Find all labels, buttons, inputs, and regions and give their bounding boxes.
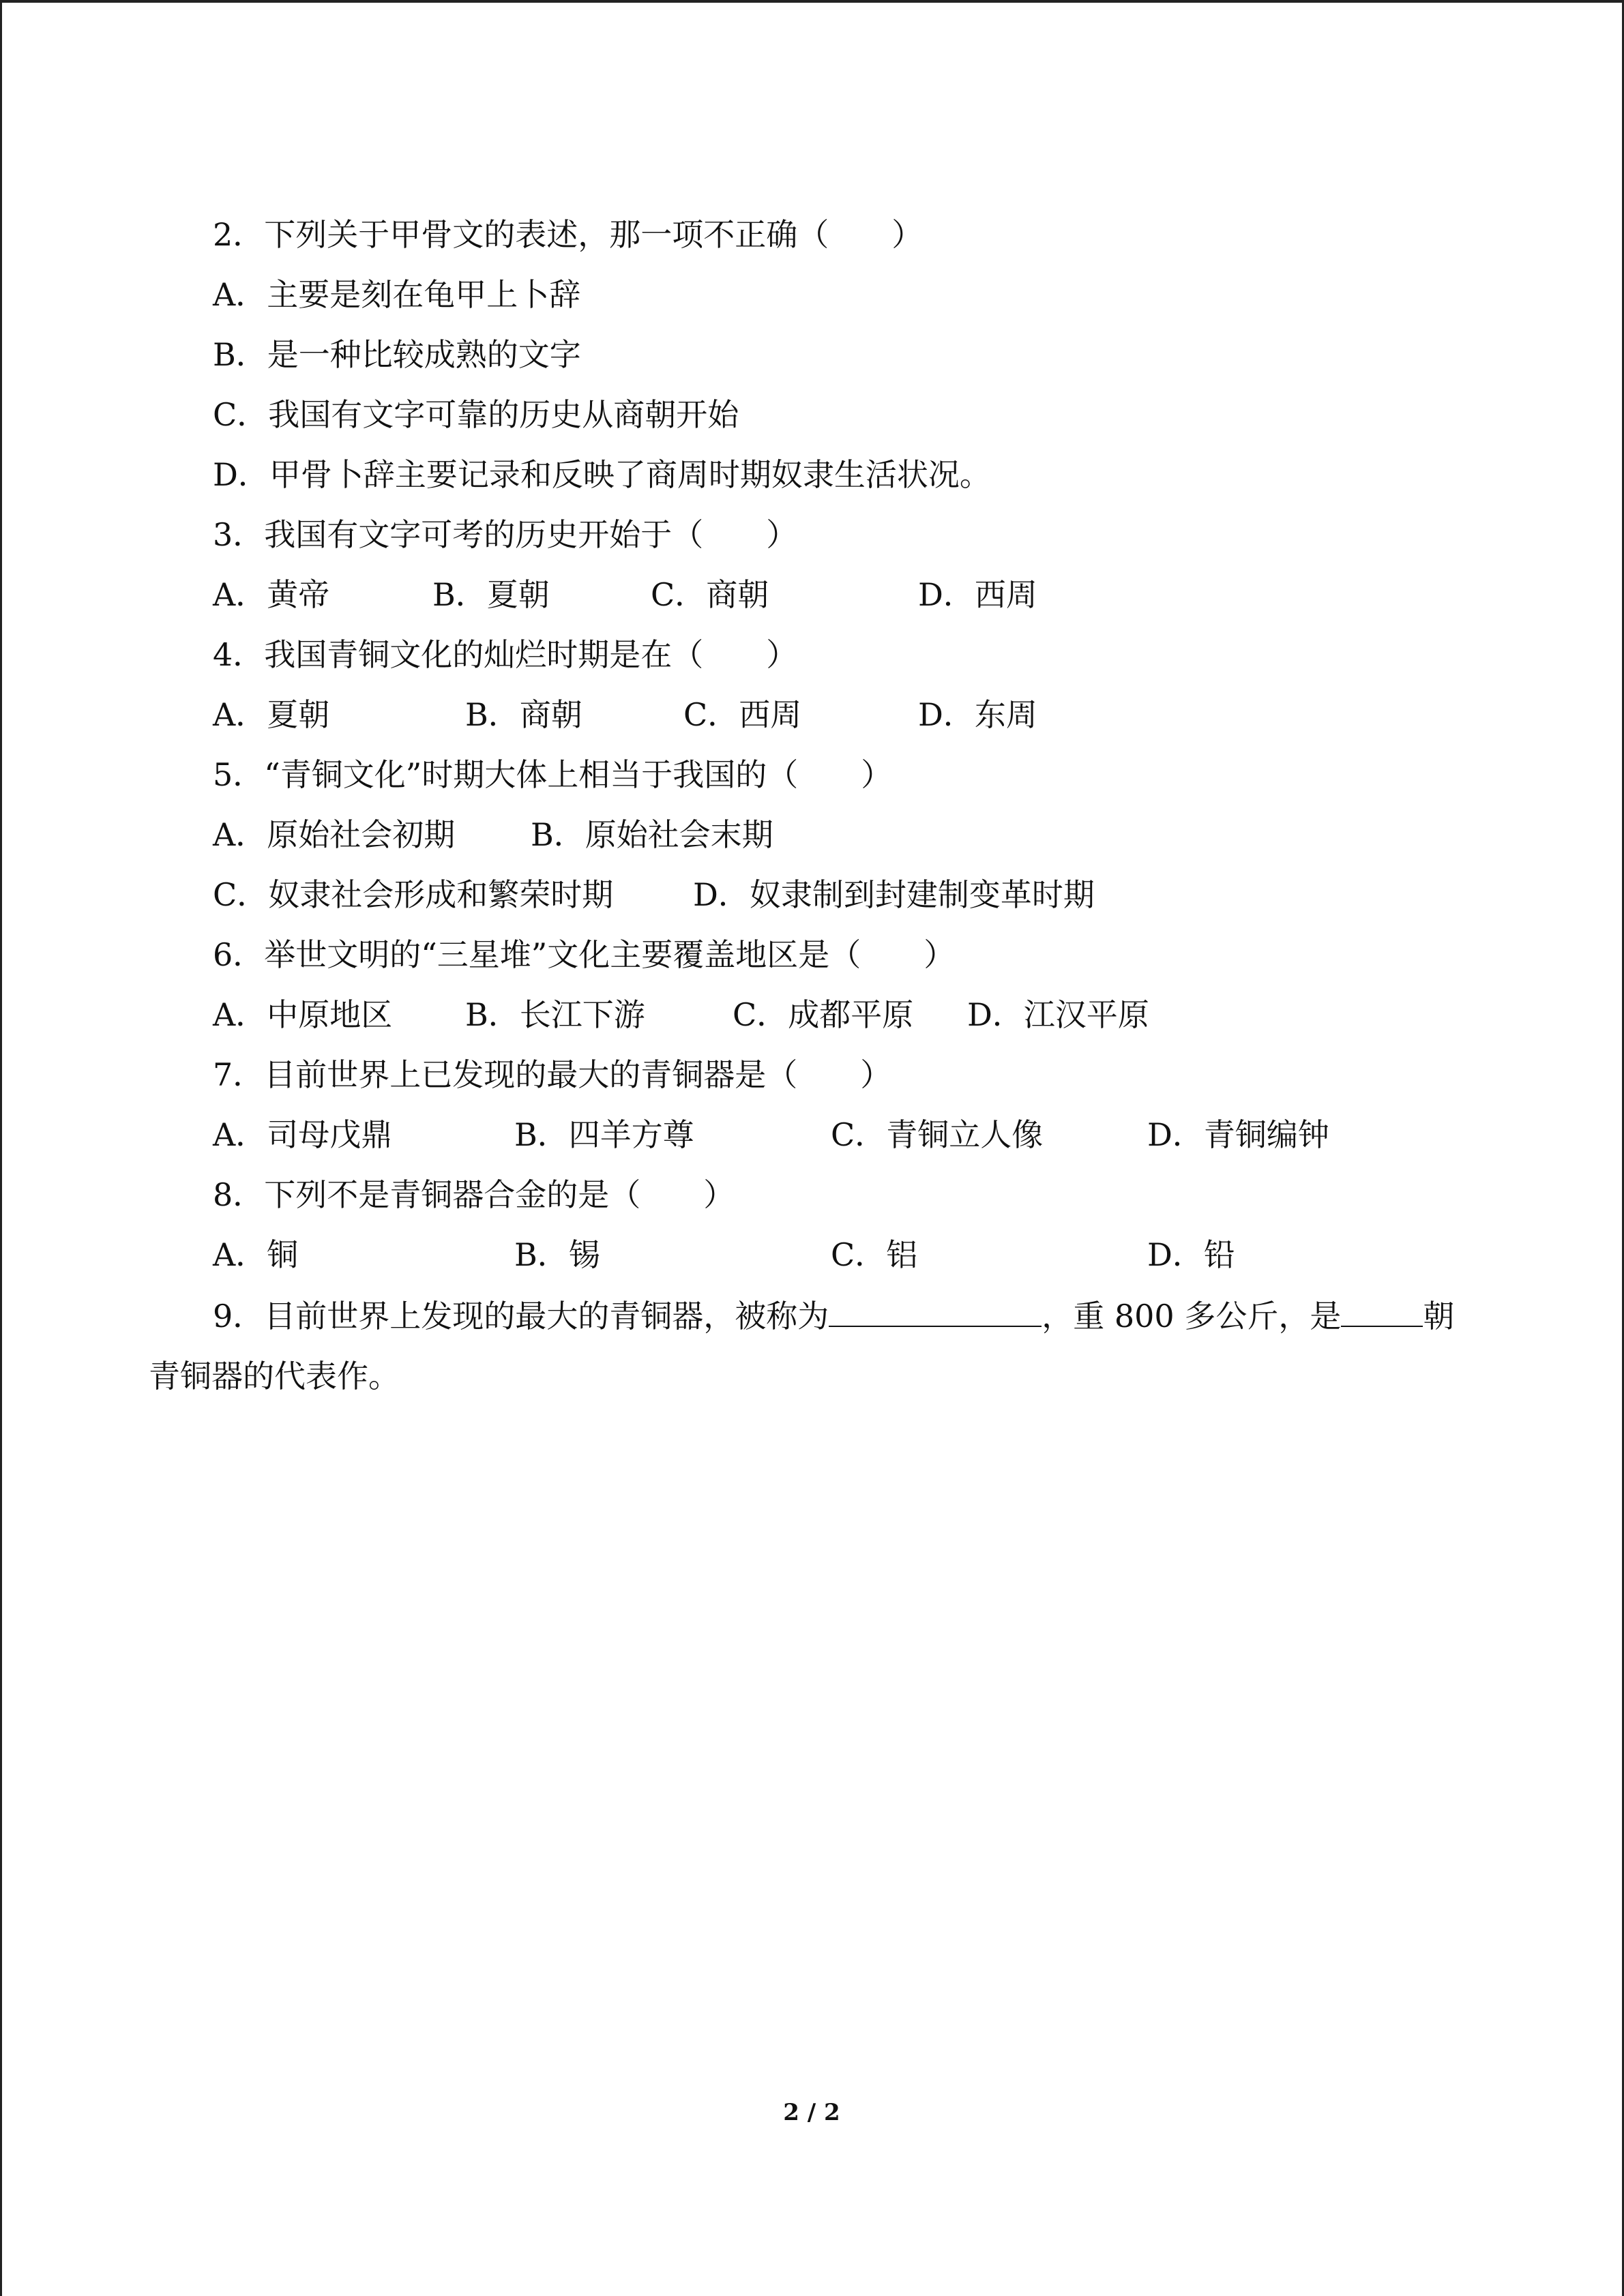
question-7-option-b: B．四羊方尊	[514, 1116, 694, 1153]
page-number: 2 / 2	[783, 2099, 840, 2126]
question-9-answer-blank-1[interactable]	[829, 1296, 1042, 1327]
question-6-option-d: D．江汉平原	[967, 996, 1149, 1033]
question-3-option-a: A．黄帝	[213, 576, 330, 613]
question-8-option-d: D．铅	[1147, 1236, 1235, 1273]
question-9-line-2: 青铜器的代表作。	[149, 1358, 400, 1395]
question-6-option-b: B．长江下游	[465, 996, 645, 1033]
question-4-option-a: A．夏朝	[213, 696, 330, 733]
question-9-text-3: 朝	[1423, 1298, 1455, 1335]
question-6-option-a: A．中原地区	[213, 996, 393, 1033]
question-8-stem: 8．下列不是青铜器合金的是（ ）	[213, 1176, 735, 1213]
question-5-option-b: B．原始社会末期	[531, 816, 773, 853]
question-7-option-d: D．青铜编钟	[1147, 1116, 1329, 1153]
question-2-option-d: D．甲骨卜辞主要记录和反映了商周时期奴隶生活状况。	[213, 456, 991, 493]
question-6-stem: 6．举世文明的“三星堆”文化主要覆盖地区是（ ）	[213, 936, 956, 973]
question-2-stem: 2．下列关于甲骨文的表述，那一项不正确（ ）	[213, 216, 924, 253]
question-3-option-d: D．西周	[918, 576, 1037, 613]
question-4-option-d: D．东周	[918, 696, 1037, 733]
question-9-text-1: 9．目前世界上发现的最大的青铜器，被称为	[213, 1298, 829, 1335]
question-5-option-a: A．原始社会初期	[213, 816, 456, 853]
question-4-option-c: C．西周	[683, 696, 802, 733]
question-8-option-c: C．铝	[831, 1236, 918, 1273]
question-9-text-2: ，重 800 多公斤，是	[1042, 1298, 1342, 1335]
question-5-option-c: C．奴隶社会形成和繁荣时期	[213, 876, 614, 913]
question-9-line-1	[213, 1296, 1454, 1334]
question-2-option-c: C．我国有文字可靠的历史从商朝开始	[213, 396, 739, 433]
question-7-option-a: A．司母戊鼎	[213, 1116, 393, 1153]
question-8-option-a: A．铜	[213, 1236, 299, 1273]
page-left-border	[0, 0, 2, 2296]
question-7-option-c: C．青铜立人像	[831, 1116, 1044, 1153]
question-9-answer-blank-2[interactable]	[1341, 1296, 1423, 1327]
question-7-stem: 7．目前世界上已发现的最大的青铜器是（ ）	[213, 1056, 892, 1093]
question-3-stem: 3．我国有文字可考的历史开始于（ ）	[213, 516, 798, 553]
page-top-border	[0, 0, 1624, 3]
question-5-stem: 5．“青铜文化”时期大体上相当于我国的（ ）	[213, 756, 893, 793]
question-3-option-c: C．商朝	[651, 576, 769, 613]
question-5-option-d: D．奴隶制到封建制变革时期	[693, 876, 1095, 913]
question-4-stem: 4．我国青铜文化的灿烂时期是在（ ）	[213, 636, 798, 673]
question-6-option-c: C．成都平原	[733, 996, 914, 1033]
question-4-option-b: B．商朝	[465, 696, 582, 733]
question-2-option-b: B．是一种比较成熟的文字	[213, 336, 581, 373]
question-2-option-a: A．主要是刻在龟甲上卜辞	[213, 276, 581, 313]
question-8-option-b: B．锡	[514, 1236, 600, 1273]
question-3-option-b: B．夏朝	[432, 576, 550, 613]
